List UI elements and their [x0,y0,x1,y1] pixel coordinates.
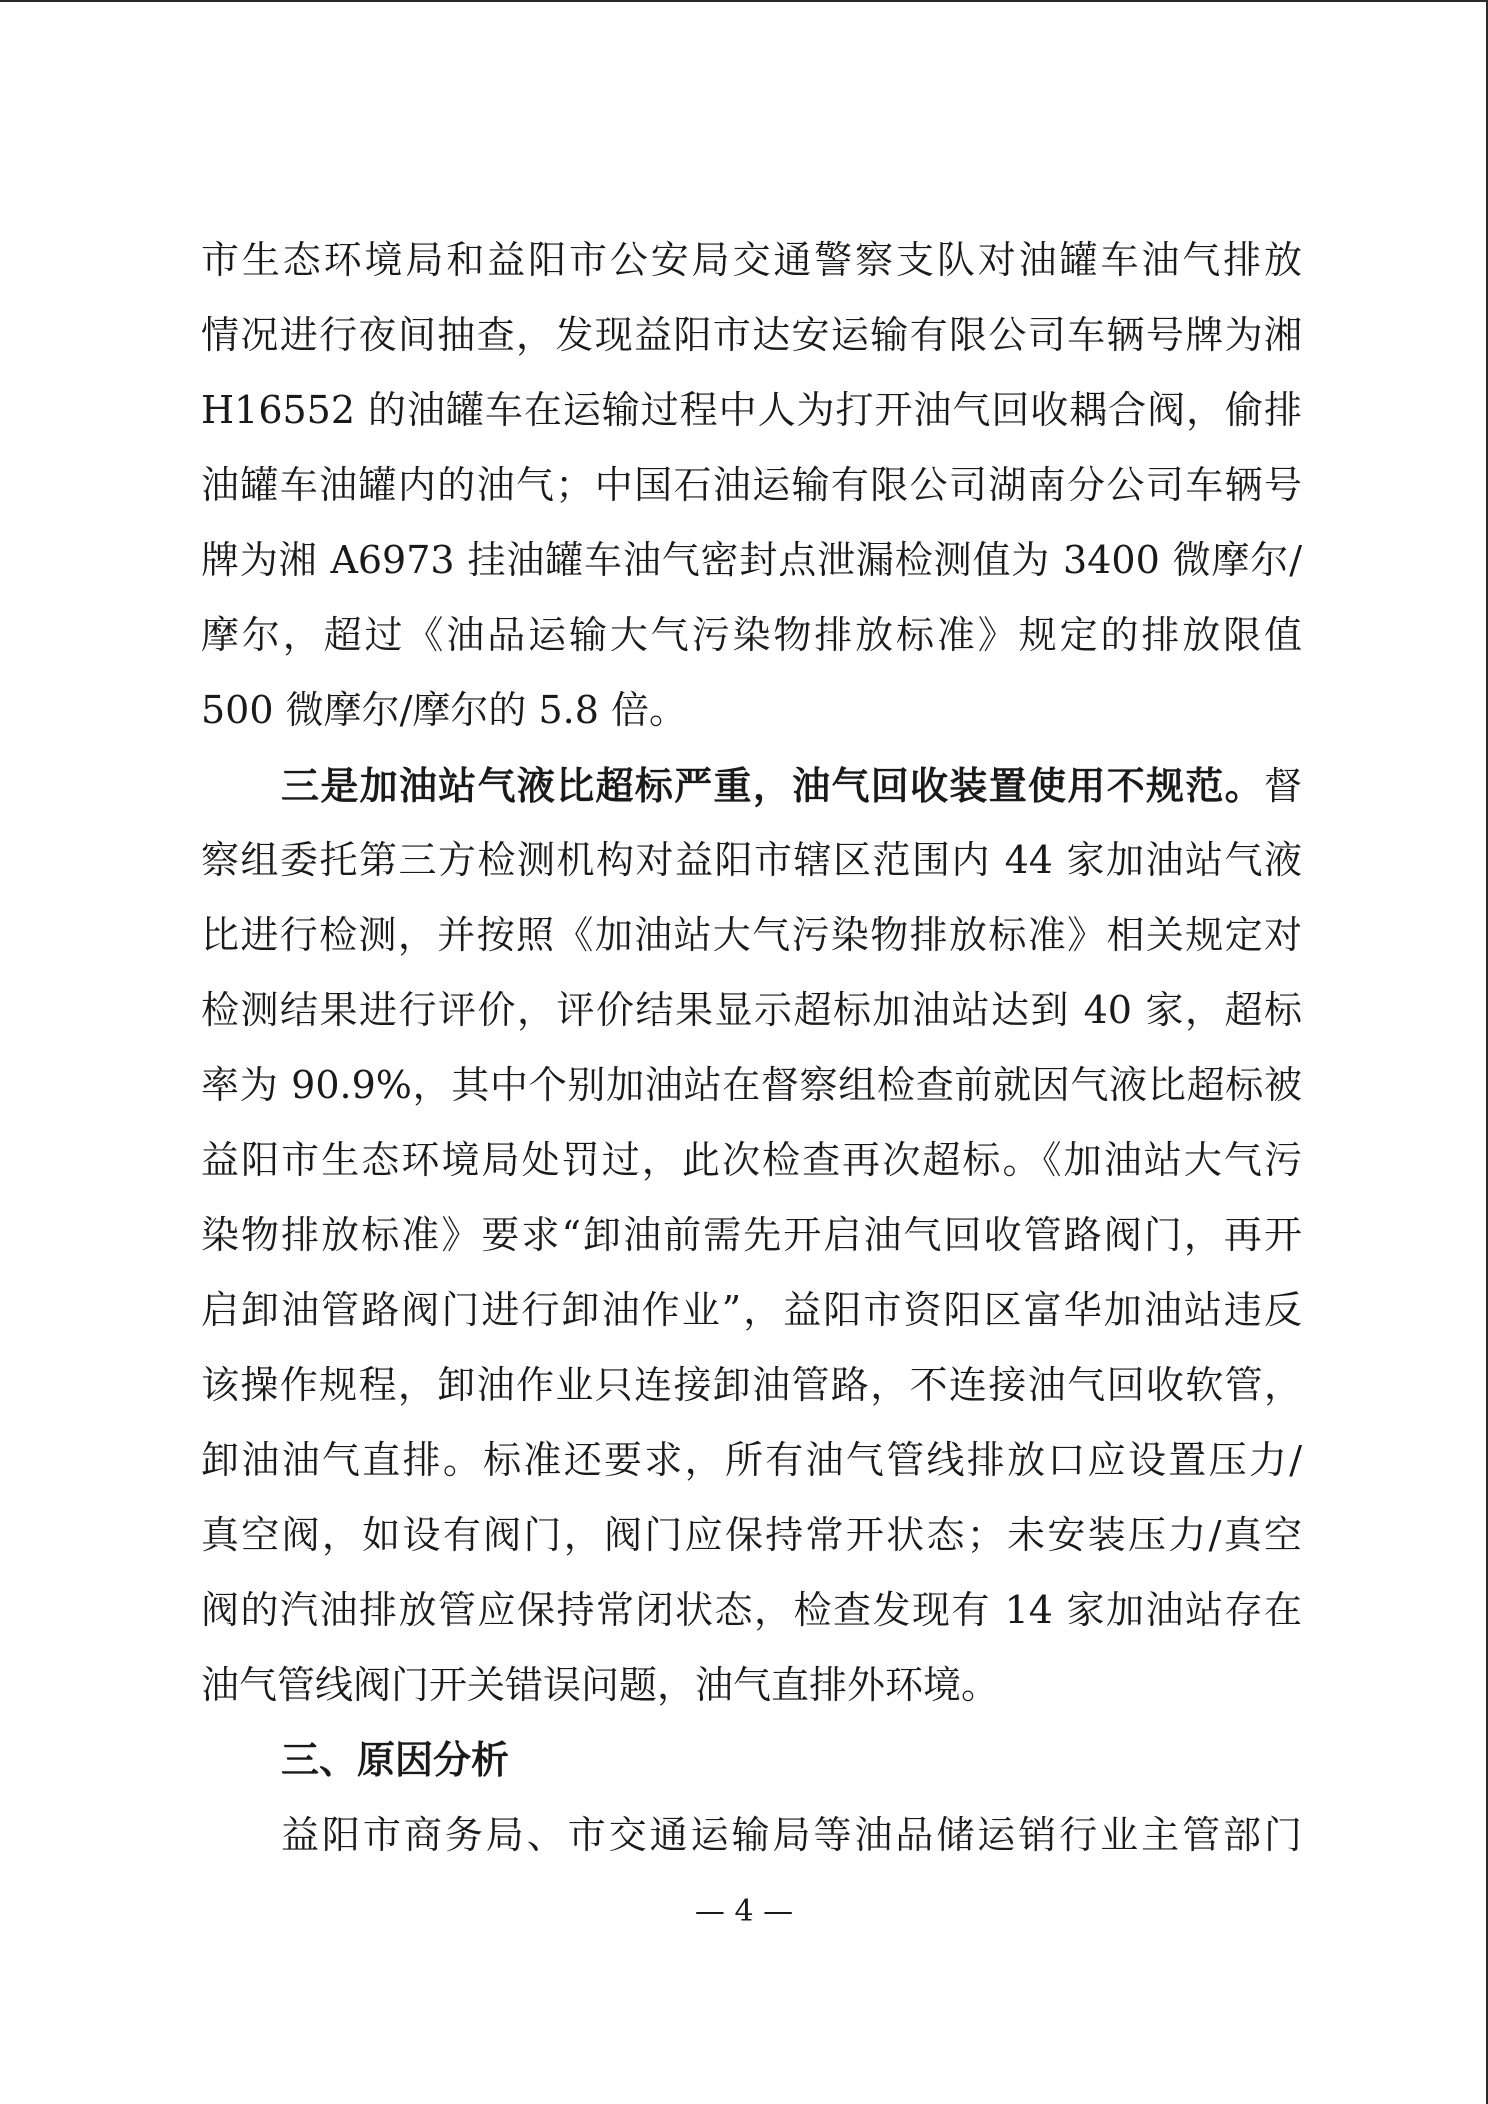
text-line: 率为 90.9%，其中个别加油站在督察组检查前就因气液比超标被 [201,1063,1302,1107]
text-line: 情况进行夜间抽查，发现益阳市达安运输有限公司车辆号牌为湘 [201,313,1302,357]
text-line: 启卸油管路阀门进行卸油作业”，益阳市资阳区富华加油站违反 [201,1288,1302,1332]
paragraph-first-line [201,748,1302,823]
text-line: 阀的汽油排放管应保持常闭状态，检查发现有 14 家加油站存在 [201,1588,1302,1632]
text-line: 油气管线阀门开关错误问题，油气直排外环境。 [201,1663,1000,1707]
text-line: 益阳市商务局、市交通运输局等油品储运销行业主管部门 [281,1813,1302,1857]
text-line: 真空阀，如设有阀门，阀门应保持常开状态；未安装压力/真空 [201,1513,1302,1557]
text-line: 卸油油气直排。标准还要求，所有油气管线排放口应设置压力/ [201,1438,1302,1482]
page-number: — 4 — [694,1894,794,1929]
emphasized-lead-sentence: 三是加油站气液比超标严重，油气回收装置使用不规范。 [281,763,1264,808]
text-fragment: 督 [1263,764,1302,808]
text-line: 摩尔，超过《油品运输大气污染物排放标准》规定的排放限值 [201,613,1302,657]
text-line: 察组委托第三方检测机构对益阳市辖区范围内 44 家加油站气液 [201,838,1302,882]
text-line: 比进行检测，并按照《加油站大气污染物排放标准》相关规定对 [201,913,1302,957]
text-line: 500 微摩尔/摩尔的 5.8 倍。 [201,688,688,732]
section-heading: 三、原因分析 [281,1738,510,1782]
text-line: H16552 的油罐车在运输过程中人为打开油气回收耦合阀，偷排 [201,388,1302,432]
text-line: 该操作规程，卸油作业只连接卸油管路，不连接油气回收软管， [201,1363,1302,1407]
text-line: 市生态环境局和益阳市公安局交通警察支队对油罐车油气排放 [201,238,1302,282]
text-line: 油罐车油罐内的油气；中国石油运输有限公司湖南分公司车辆号 [201,463,1302,507]
text-line: 染物排放标准》要求“卸油前需先开启油气回收管路阀门，再开 [201,1213,1302,1257]
text-line: 益阳市生态环境局处罚过，此次检查再次超标。《加油站大气污 [201,1138,1302,1182]
text-line: 牌为湘 A6973 挂油罐车油气密封点泄漏检测值为 3400 微摩尔/ [201,538,1302,582]
text-line: 检测结果进行评价，评价结果显示超标加油站达到 40 家，超标 [201,988,1302,1032]
body-text [201,223,1302,1873]
